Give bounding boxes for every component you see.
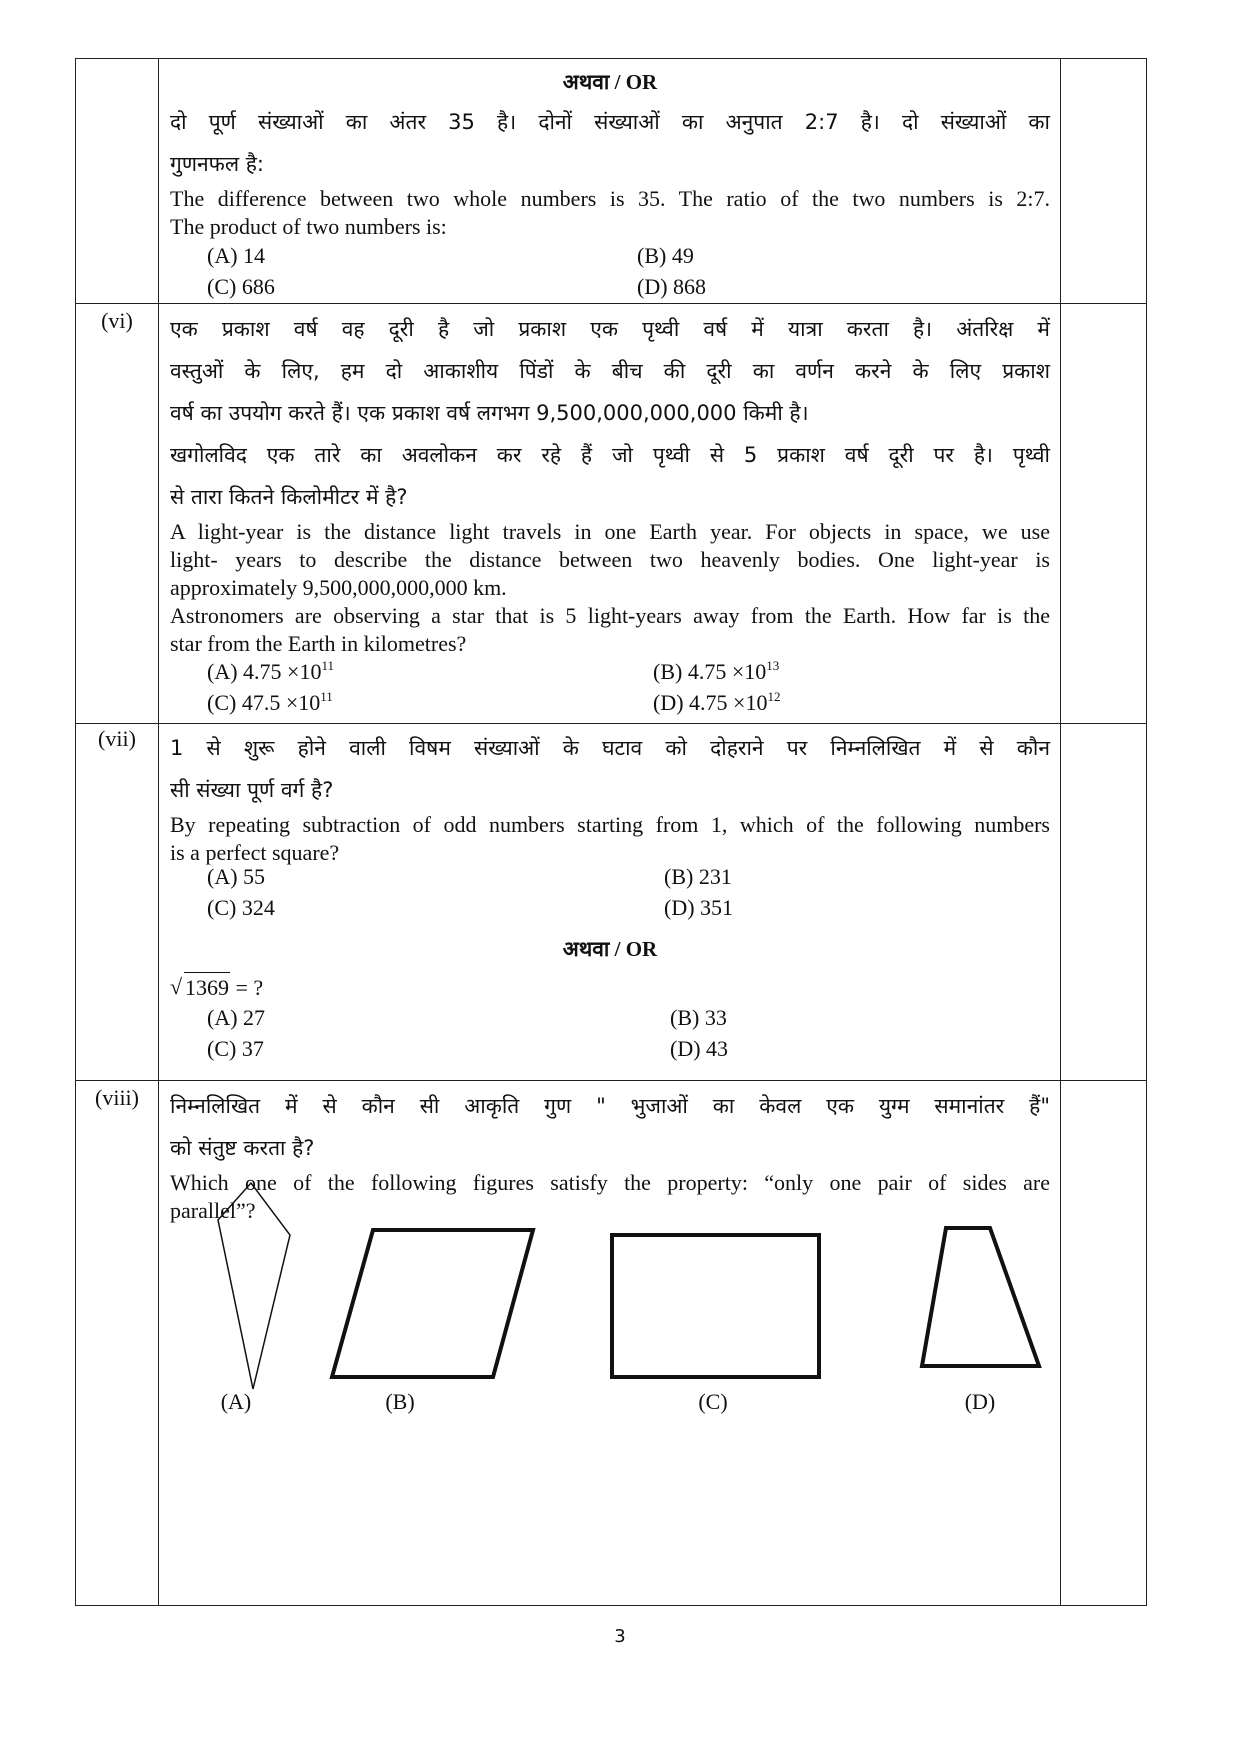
english-text: The product of two numbers is: [170, 214, 447, 239]
or-heading: अथवा / OR [562, 70, 658, 94]
question-number: (vii) [98, 726, 136, 751]
english-text: light- years to describe the distance between two heavenly bodies. One light-year is [170, 547, 1050, 572]
option-c: (C) 324 [207, 895, 275, 920]
option-b: (B) $4.75 \times 10^{13}$ [653, 658, 780, 684]
figure-label-c: (C) [698, 1389, 728, 1414]
english-text: By repeating subtraction of odd numbers starting from 1, which of the following numbers [170, 812, 1050, 837]
question-number: (vi) [101, 308, 133, 333]
kite-figure [218, 1183, 290, 1389]
hindi-text: को संतुष्ट करता है? [170, 1136, 315, 1160]
option-a: (A) $4.75 \times 10^{11}$ [207, 658, 334, 684]
sqrt-symbol: √ 1369 [170, 972, 230, 1003]
english-text: approximately 9,500,000,000,000 km. [170, 575, 507, 600]
option-c: (C) 686 [207, 274, 275, 299]
sqrt-question: √ 1369 = ? [170, 972, 263, 1003]
option-a: (A) 55 [207, 864, 266, 889]
option-d: (D) 351 [664, 895, 734, 920]
option-b: (B) 231 [664, 864, 732, 889]
hindi-text: से तारा कितने किलोमीटर में है? [170, 485, 408, 509]
hindi-text: गुणनफल है: [170, 152, 264, 176]
option-c: (C) $47.5 \times 10^{11}$ [207, 689, 333, 715]
figure-label-d: (D) [964, 1389, 996, 1414]
option-a: (A) 27 [207, 1005, 266, 1030]
option-b: (B) 49 [637, 243, 694, 268]
hindi-text: दो पूर्ण संख्याओं का अंतर 35 है। दोनों संख्याओं का अनुपात 2:7 है। दो संख्याओं का [170, 110, 1050, 134]
page-number: 3 [614, 1626, 626, 1647]
option-d: (D) 43 [670, 1036, 729, 1061]
option-d: (D) $4.75 \times 10^{12}$ [653, 689, 781, 715]
english-text: The difference between two whole numbers is 35. The ratio of the two numbers is 2:7. [170, 186, 1050, 211]
trapezium-figure [922, 1228, 1039, 1366]
hindi-text: सी संख्या पूर्ण वर्ग है? [170, 778, 334, 802]
parallelogram-figure [332, 1230, 533, 1377]
question-number: (viii) [95, 1085, 139, 1110]
or-heading: अथवा / OR [562, 937, 658, 961]
hindi-text: वर्ष का उपयोग करते हैं। एक प्रकाश वर्ष लगभग 9,500,000,000,000 किमी है। [170, 401, 809, 425]
hindi-text: 1 से शुरू होने वाली विषम संख्याओं के घटाव को दोहराने पर निम्नलिखित में से कौन [170, 736, 1050, 760]
option-a: (A) 14 [207, 243, 266, 268]
english-text: parallel”? [170, 1198, 256, 1223]
english-text: A light-year is the distance light travels in one Earth year. For objects in space, we use [170, 519, 1050, 544]
english-text: is a perfect square? [170, 840, 340, 865]
english-text: star from the Earth in kilometres? [170, 631, 467, 656]
option-d: (D) 868 [637, 274, 707, 299]
hindi-text: खगोलविद एक तारे का अवलोकन कर रहे हैं जो पृथ्वी से 5 प्रकाश वर्ष दूरी पर है। पृथ्वी [170, 443, 1050, 467]
hindi-text: निम्नलिखित में से कौन सी आकृति गुण " भुजाओं का केवल एक युग्म समानांतर हैं" [170, 1094, 1050, 1118]
rectangle-figure [612, 1235, 819, 1377]
hindi-text: एक प्रकाश वर्ष वह दूरी है जो प्रकाश एक पृथ्वी वर्ष में यात्रा करता है। अंतरिक्ष में [170, 317, 1050, 341]
figure-label-b: (B) [385, 1389, 415, 1414]
option-c: (C) 37 [207, 1036, 264, 1061]
option-b: (B) 33 [670, 1005, 727, 1030]
english-text: Which one of the following figures satisfy the property: “only one pair of sides are [170, 1170, 1050, 1195]
english-text: Astronomers are observing a star that is 5 light-years away from the Earth. How far is the [170, 603, 1050, 628]
hindi-text: वस्तुओं के लिए, हम दो आकाशीय पिंडों के बीच की दूरी का वर्णन करने के लिए प्रकाश [170, 359, 1050, 383]
figure-label-a: (A) [220, 1389, 252, 1414]
